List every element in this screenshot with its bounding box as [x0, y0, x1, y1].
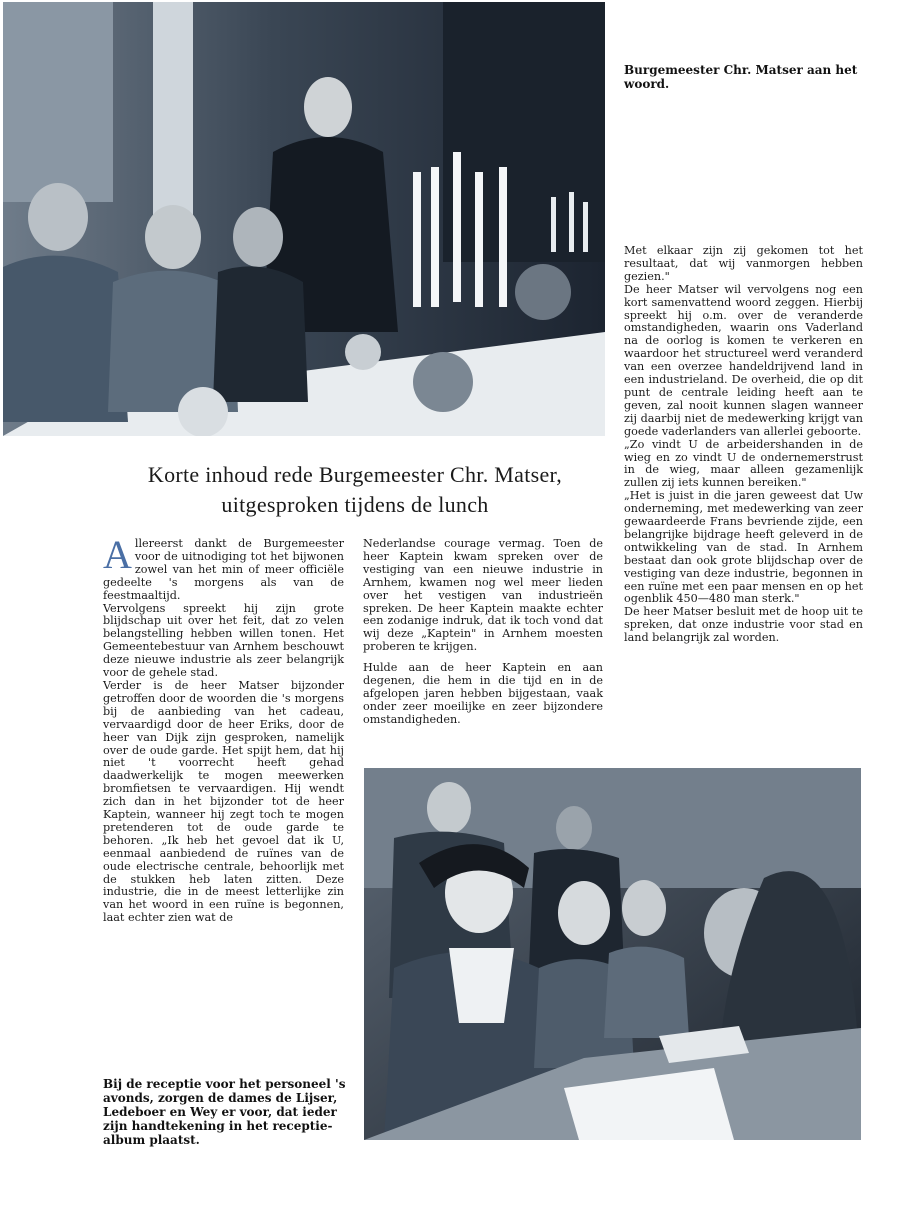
column-1-intro	[103, 532, 344, 603]
column-3-paragraph-4: „Het is juist in die jaren geweest dat Uw onderneming, met medewerking van zeer gewaardeerde Frans bevriende zijde, een belangrijke bijdrage heeft geleverd in de ontwikkeling van de stad. In Arnhem bestaat dan ook grote blijdschap over de vestiging van deze industrie, begonnen in een ruïne met een paar mensen en op het ogenblik 450—480 man sterk."	[624, 489, 863, 606]
column-3-paragraph-1: Met elkaar zijn zij gekomen tot het resultaat, dat wij vanmorgen hebben gezien."	[624, 244, 863, 283]
column-1-paragraph-2: Vervolgens spreekt hij zijn grote blijdschap uit over het feit, dat zo velen belangstelling hebben willen tonen. Het Gemeentebestuur van Arnhem beschouwt deze nieuwe industrie als zeer belangrijk voor de gehele stad.	[103, 601, 344, 680]
column-3-paragraph-2: De heer Matser wil vervolgens nog een kort samenvattend woord zeggen. Hierbij spreekt hij o.m. over de veranderde omstandigheden, waarin ons Vaderland na de oorlog is komen te verkeren en waardoor het structureel werd veranderd van een overzee handeldrijvend land in een industrieland. De overheid, die op dit punt de centrale leiding heeft aan te geven, zal nooit kunnen slagen wanneer zij daarbij niet de medewerking krijgt van goede vaderlanders van allerlei geboorte.	[624, 282, 863, 438]
banquet-photo-drawing	[3, 2, 605, 436]
column-2-paragraph-2: Hulde aan de heer Kaptein en aan degenen, die hem in die tijd en in de afgelopen jaren hebben bijgestaan, vaak onder zeer moeilijke en zeer bijzondere omstandigheden.	[363, 661, 603, 726]
article-column-3	[624, 245, 863, 645]
photo-banquet-speech	[3, 2, 605, 436]
caption-speech: Burgemeester Chr. Matser aan het woord.	[624, 63, 858, 91]
column-1-paragraph-3: Verder is de heer Matser bijzonder getroffen door de woorden die 's morgens bij de aanbieding van het cadeau, vervaardigd door de heer Eriks, door de heer van Dijk zijn gesproken, namelijk over de oude garde. Het spijt hem, dat hij niet 't voorrecht heeft gehad daadwerkelijk te mogen meewerken bromfietsen te vervaardigen. Hij wendt zich dan in het bijzonder tot de heer Kaptein, wanneer hij zegt toch te mogen pretenderen tot de oude garde te behoren. „Ik heb het gevoel dat ik U, eenmaal aanbiedend de ruïnes van de oude electrische centrale, behoorlijk met de stukken heb laten zitten. Deze industrie, die in de meest letterlijke zin van het woord in een ruïne is begonnen, laat echter zien wat de	[103, 678, 344, 925]
photo-reception-signing	[364, 768, 861, 1140]
column-1-first: llereerst dankt de Burgemeester voor de uitnodiging tot het bijwonen zowel van het min of meer officiële gedeelte 's morgens als van de feestmaaltijd.	[103, 537, 344, 602]
article-headline	[100, 460, 610, 520]
headline-line-1: Korte inhoud rede Burgemeester Chr. Matser,	[147, 462, 563, 487]
column-3-paragraph-3: „Zo vindt U de arbeidershanden in de wieg en zo vindt U de ondernemerstrust in de wieg, maar alleen gezamenlijk zullen zij iets kunnen bereiken."	[624, 437, 863, 490]
article-column-1	[103, 532, 344, 925]
article-column-2	[363, 538, 603, 727]
caption-reception: Bij de receptie voor het personeel 's avonds, zorgen de dames de Lijser, Ledeboer en Wey er voor, dat ieder zijn handtekening in het receptie-album plaatst.	[103, 1077, 346, 1147]
column-3-paragraph-5: De heer Matser besluit met de hoop uit te spreken, dat onze industrie voor stad en land belangrijk zal worden.	[624, 605, 863, 645]
drop-cap: A	[103, 532, 132, 577]
reception-photo-drawing	[364, 768, 861, 1140]
headline-line-2: uitgesproken tijdens de lunch	[221, 492, 489, 517]
column-2-paragraph-1: Nederlandse courage vermag. Toen de heer Kaptein kwam spreken over de vestiging van een nieuwe industrie in Arnhem, kwamen nog wel meer lieden over het vestigen van industrieën spreken. De heer Kaptein maakte echter een zodanige indruk, dat ik toch vond dat wij deze „Kaptein" in Arnhem moesten proberen te krijgen.	[363, 537, 603, 654]
